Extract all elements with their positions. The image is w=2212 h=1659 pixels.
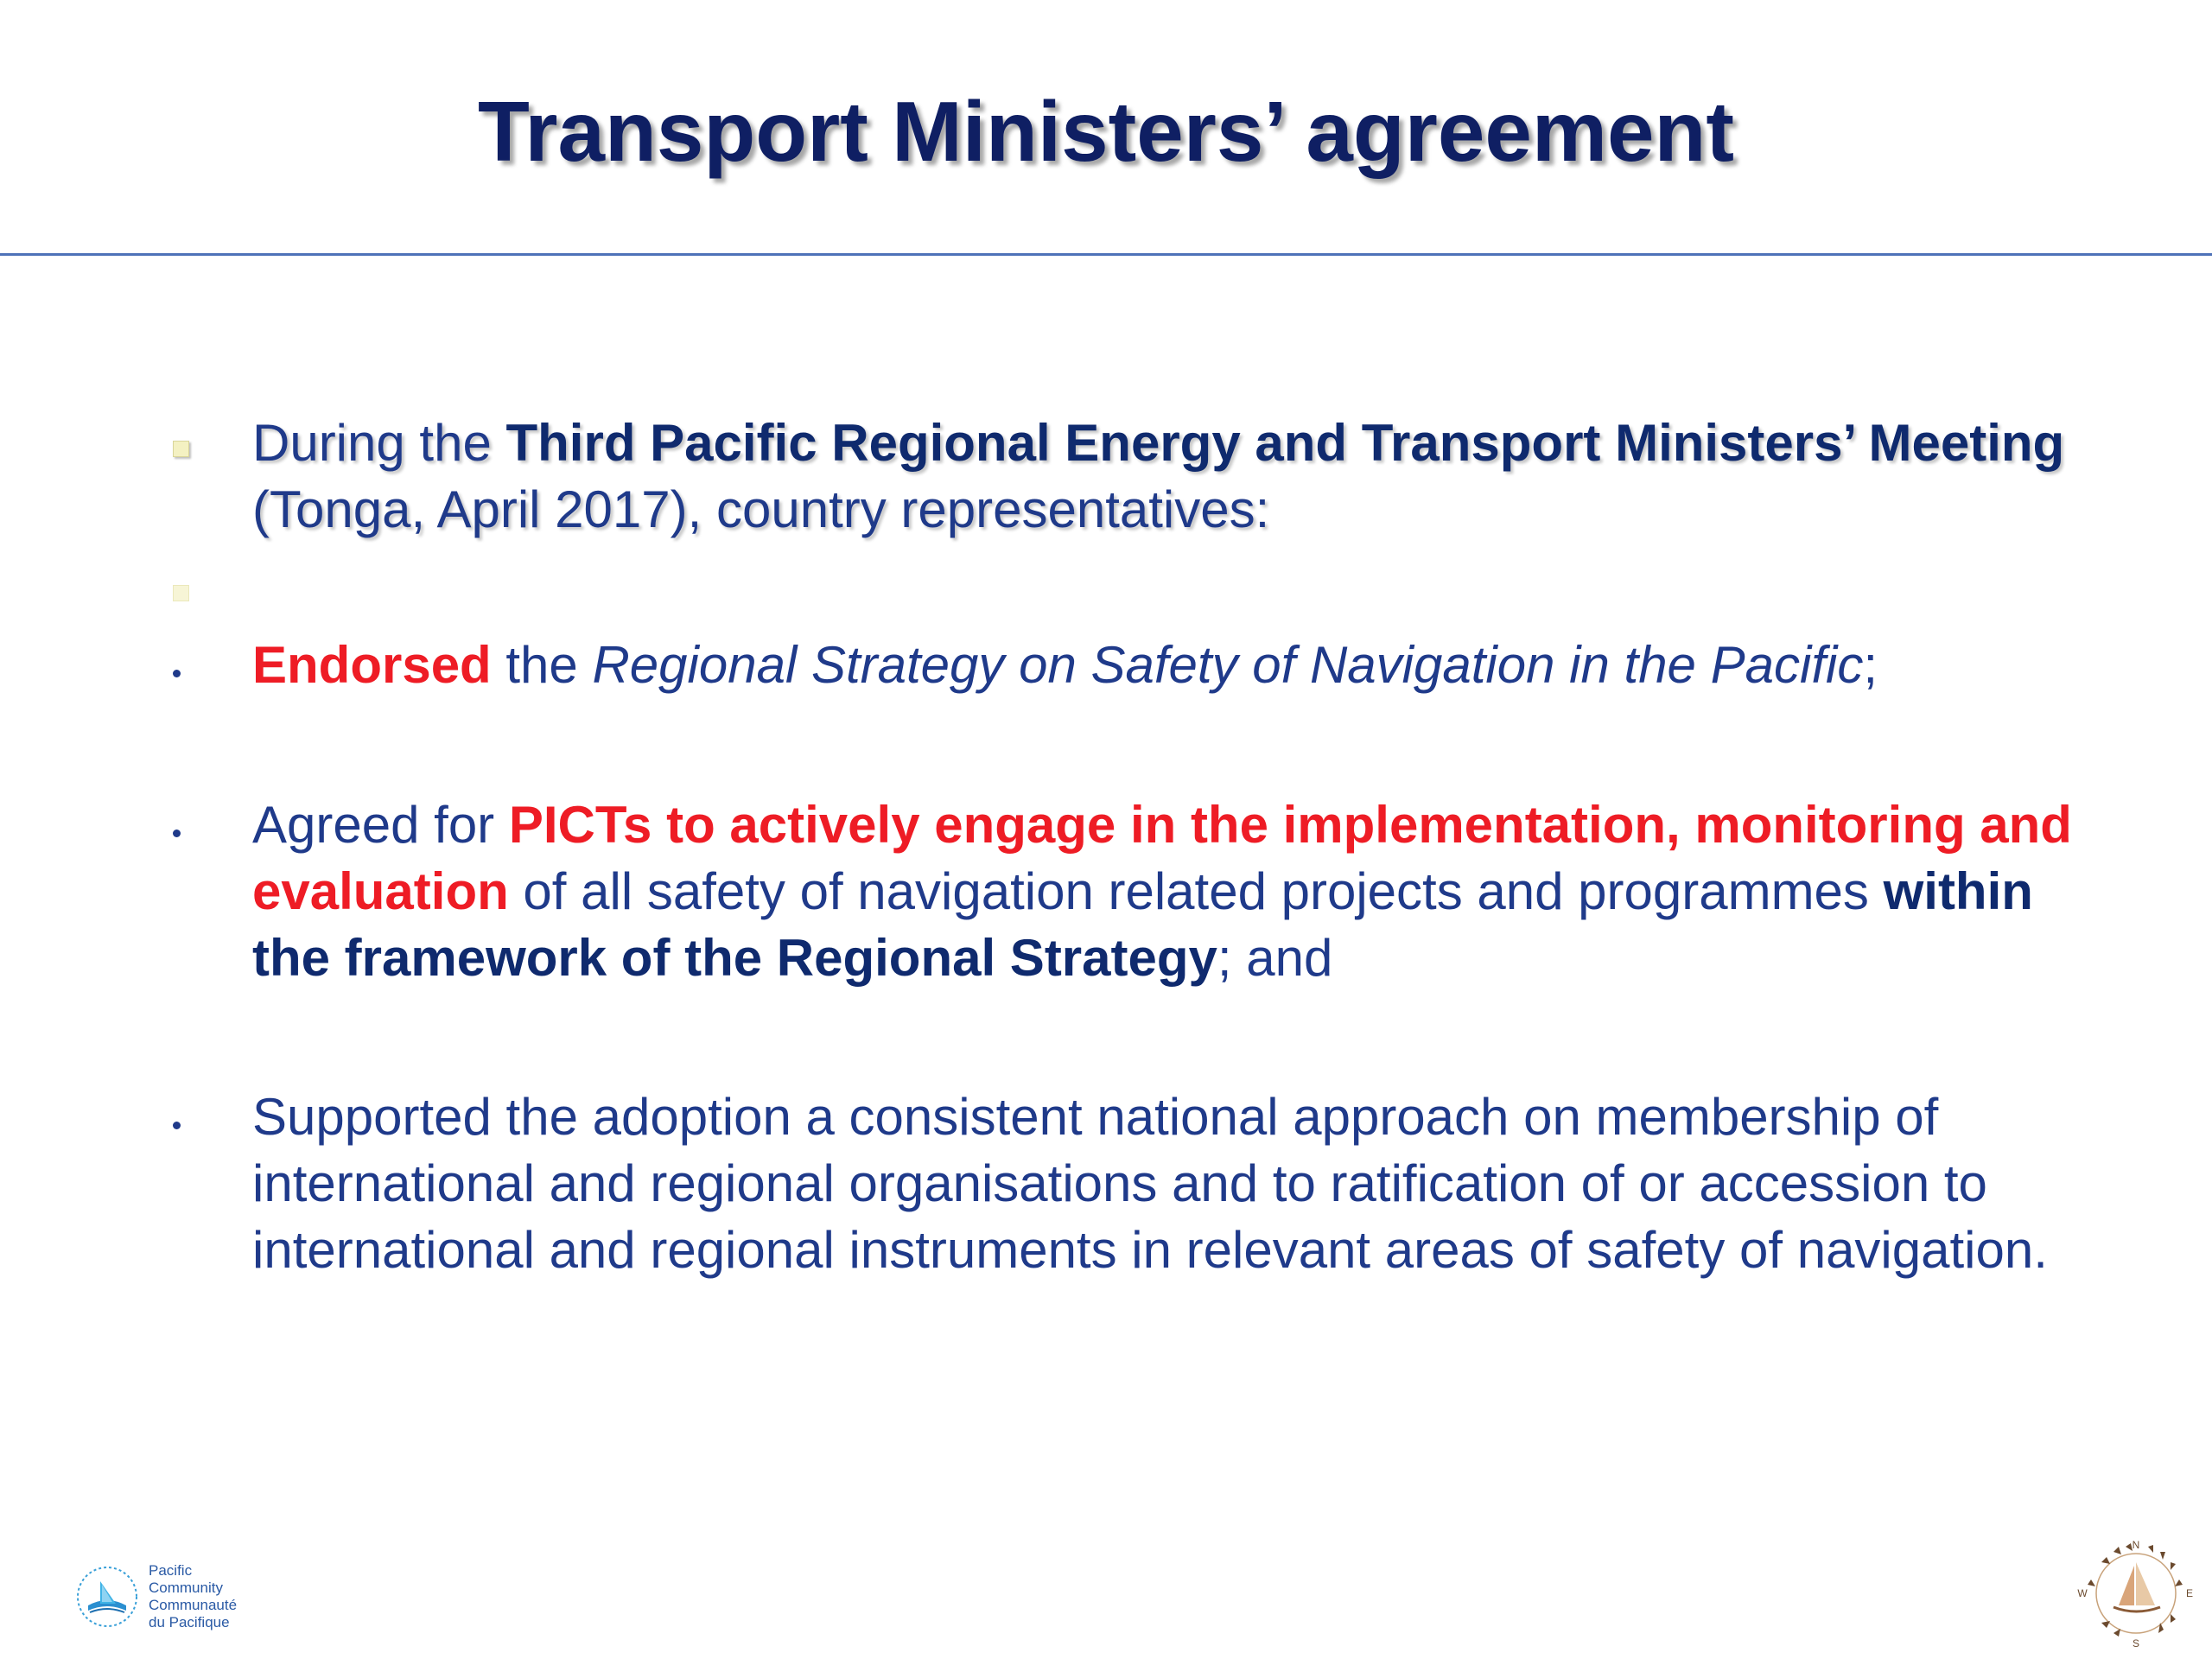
- bullet-supported: [252, 1084, 2110, 1283]
- bullet-agreed: [252, 791, 2110, 991]
- compass-canoe-icon: [2075, 1536, 2196, 1650]
- logo-line-3: Communauté: [149, 1597, 238, 1613]
- logo-line-2: Community: [149, 1580, 223, 1596]
- compass-emblem-logo: [2075, 1536, 2196, 1650]
- bullet-endorsed: [252, 632, 2110, 698]
- compass-e-label: E: [2185, 1587, 2194, 1599]
- pacific-community-logo: [73, 1562, 245, 1640]
- dot-bullet-icon: [173, 670, 181, 677]
- intro-paragraph: [252, 410, 2110, 543]
- pacific-community-wordmark: [149, 1562, 237, 1631]
- intro-text-1: During the: [252, 414, 506, 472]
- pacific-community-emblem-icon: [73, 1562, 142, 1631]
- compass-w-label: W: [2077, 1587, 2088, 1599]
- bullet-2-text-3: of all safety of navigation related projects and programmes: [508, 862, 1884, 920]
- framework-phrase: within the framework of the Regional Strategy: [252, 862, 2033, 987]
- compass-n-label: N: [2132, 1539, 2140, 1551]
- dot-bullet-icon: [173, 1122, 181, 1129]
- strategy-title: Regional Strategy on Safety of Navigation in the Pacific: [592, 636, 1864, 694]
- bullet-3-text: Supported the adoption a consistent national approach on membership of international and regional organisations and to ratification of or accession to international and regional instruments in relevant areas of safety of navigation.: [252, 1088, 2048, 1279]
- logo-line-4: du Pacifique: [149, 1614, 230, 1630]
- logo-line-1: Pacific: [149, 1562, 193, 1579]
- empty-square-bullet-icon: [173, 585, 189, 601]
- dot-bullet-icon: [173, 830, 181, 837]
- bullet-2-text-5: ; and: [1217, 929, 1333, 987]
- square-bullet-icon: [173, 441, 189, 457]
- bullet-1-text-4: ;: [1863, 636, 1878, 694]
- bullet-1-text-2: the: [491, 636, 593, 694]
- endorsed-keyword: Endorsed: [252, 636, 492, 694]
- meeting-name: Third Pacific Regional Energy and Transport Ministers’ Meeting: [505, 414, 2065, 472]
- intro-text-3: (Tonga, April 2017), country representatives:: [252, 480, 1270, 538]
- slide-title: Transport Ministers’ agreement: [477, 84, 1735, 179]
- bullet-2-text-1: Agreed for: [252, 796, 509, 854]
- compass-s-label: S: [2132, 1637, 2140, 1649]
- picts-engagement: PICTs to actively engage in the implementation, monitoring and evaluation: [252, 796, 2072, 920]
